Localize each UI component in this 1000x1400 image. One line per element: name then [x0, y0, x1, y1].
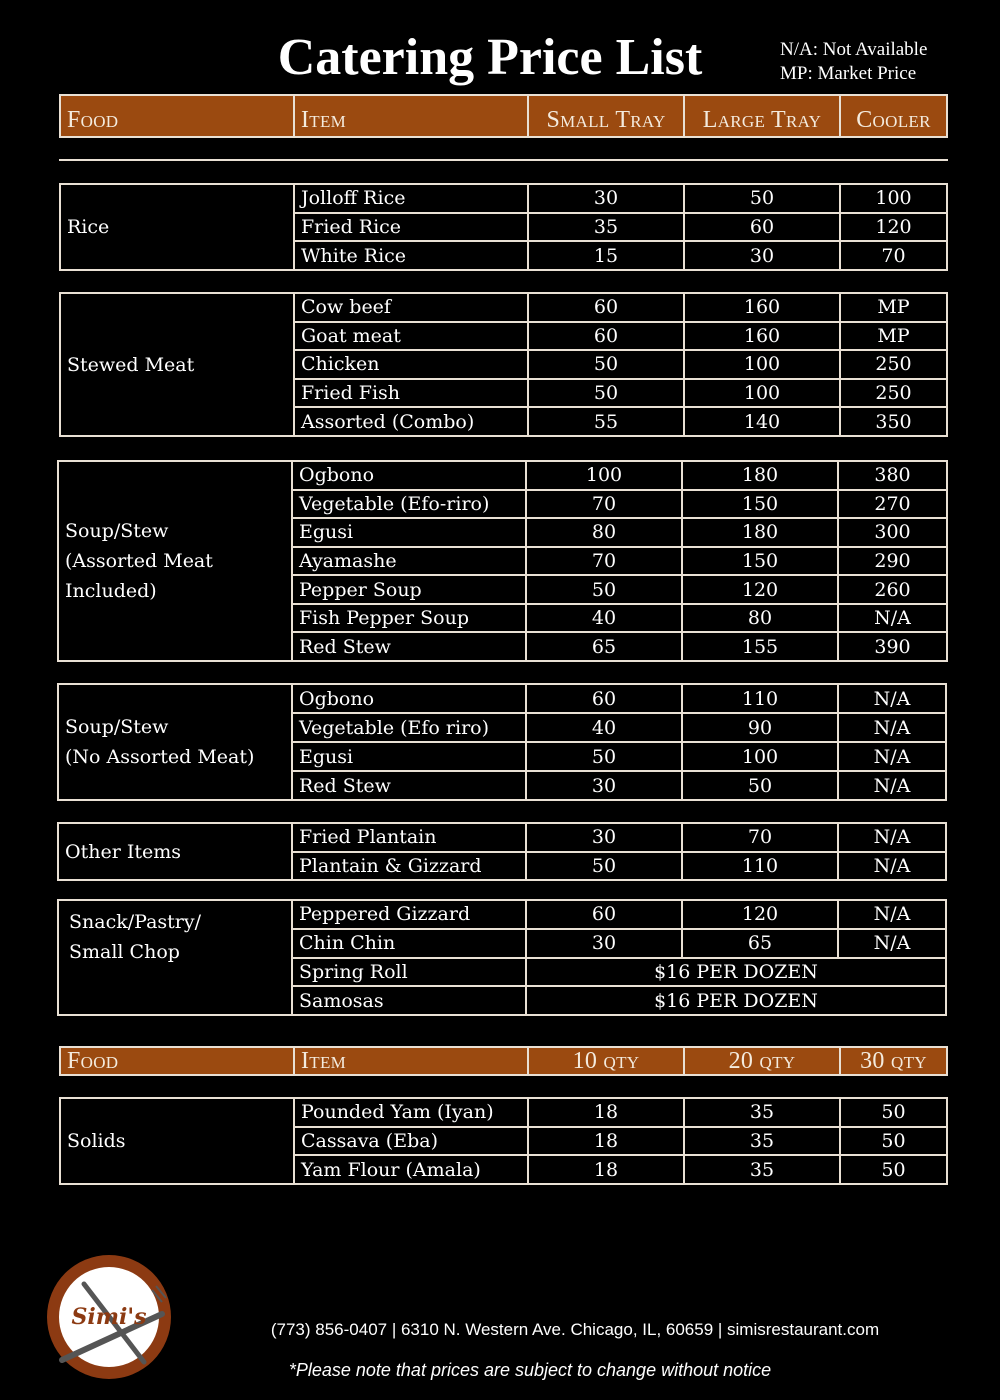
- table-row: [295, 323, 946, 352]
- table-row: [293, 633, 946, 660]
- price-small: 15: [529, 242, 685, 269]
- price-cooler: N/A: [873, 745, 911, 768]
- table-row: [293, 743, 945, 772]
- table-row: [293, 901, 945, 930]
- price-small: 18: [529, 1128, 685, 1155]
- category-label: Snack/Pastry/ Small Chop: [59, 901, 293, 1014]
- item-name: Plantain & Gizzard: [293, 853, 527, 880]
- price-cooler: 390: [874, 635, 911, 658]
- price-small: 50: [529, 351, 685, 378]
- price-small: 18: [529, 1099, 685, 1126]
- price-small: 60: [527, 901, 683, 928]
- price-small: 35: [529, 214, 685, 241]
- category-label: Solids: [61, 1099, 295, 1183]
- table-row: [293, 605, 946, 634]
- header-item: Item: [295, 1048, 529, 1075]
- item-name: Ogbono: [293, 685, 527, 712]
- category-label: Other Items: [59, 824, 293, 879]
- price-large: 35: [685, 1099, 841, 1126]
- legend-na: N/A: Not Available: [780, 39, 928, 60]
- price-cooler: N/A: [873, 932, 911, 955]
- header-large-tray: Large Tray: [685, 96, 841, 136]
- item-name: Chin Chin: [293, 930, 527, 957]
- price-cooler: 300: [874, 521, 911, 544]
- table-row: [295, 351, 946, 380]
- price-small: 55: [529, 408, 685, 435]
- footer-contact: (773) 856-0407 | 6310 N. Western Ave. Chicago, IL, 60659 | simisrestaurant.com: [270, 1320, 880, 1339]
- item-name: Jolloff Rice: [295, 185, 529, 212]
- page-title: Catering Price List: [277, 29, 703, 86]
- price-small: 100: [527, 462, 683, 489]
- category-group: [59, 183, 948, 271]
- header-food: Food: [61, 96, 295, 136]
- price-cooler: MP: [877, 324, 910, 347]
- item-name: Samosas: [293, 987, 527, 1014]
- price-large: 110: [683, 685, 839, 712]
- price-cooler: 250: [875, 353, 912, 376]
- item-name: Fried Rice: [295, 214, 529, 241]
- header-cooler: Cooler: [856, 107, 931, 133]
- price-large: 100: [685, 380, 841, 407]
- legend: [780, 38, 927, 86]
- category-group: [57, 460, 948, 662]
- item-name: Pepper Soup: [293, 576, 527, 603]
- price-large: 160: [685, 323, 841, 350]
- price-cooler: 290: [874, 550, 911, 573]
- table-row: [295, 1128, 946, 1157]
- price-large: 100: [683, 743, 839, 770]
- legend-mp: MP: Market Price: [780, 63, 917, 84]
- category-group: [57, 822, 947, 881]
- item-name: Egusi: [293, 519, 527, 546]
- price-cooler: N/A: [873, 687, 911, 710]
- item-name: Red Stew: [293, 772, 527, 799]
- item-name: Yam Flour (Amala): [295, 1156, 529, 1183]
- table-row: [295, 242, 946, 269]
- price-note: *Please note that prices are subject to change without notice: [288, 1360, 772, 1380]
- price-cooler: 120: [875, 216, 912, 238]
- item-name: Goat meat: [295, 323, 529, 350]
- item-name: Cassava (Eba): [295, 1128, 529, 1155]
- price-small: 50: [529, 380, 685, 407]
- price-cooler: 270: [874, 492, 911, 515]
- item-name: White Rice: [295, 242, 529, 269]
- table-row: [293, 519, 946, 548]
- table-row: [295, 408, 946, 435]
- price-large: 140: [685, 408, 841, 435]
- price-large: 60: [685, 214, 841, 241]
- price-large: 160: [685, 294, 841, 321]
- table-row: [293, 462, 946, 491]
- category-group: [59, 292, 948, 437]
- category-label: Soup/Stew (Assorted Meat Included): [59, 462, 293, 660]
- price-cooler: 50: [881, 1101, 906, 1124]
- price-small: 30: [529, 185, 685, 212]
- item-name: Vegetable (Efo-riro): [293, 491, 527, 518]
- table-row: [295, 294, 946, 323]
- item-name: Red Stew: [293, 633, 527, 660]
- price-large: 35: [685, 1128, 841, 1155]
- table-header-qty: [59, 1046, 948, 1076]
- item-name: Egusi: [293, 743, 527, 770]
- price-small: 30: [527, 930, 683, 957]
- price-large: 35: [685, 1156, 841, 1183]
- price-large: 50: [685, 185, 841, 212]
- price-small: 70: [527, 491, 683, 518]
- item-name: Pounded Yam (Iyan): [295, 1099, 529, 1126]
- price-large: 50: [683, 772, 839, 799]
- price-small: 60: [529, 323, 685, 350]
- price-small: 40: [527, 714, 683, 741]
- header-divider: [59, 159, 948, 161]
- table-row: [295, 185, 946, 214]
- price-large: 70: [683, 824, 839, 851]
- price-large: 80: [683, 605, 839, 632]
- table-row: [293, 576, 946, 605]
- price-cooler: N/A: [873, 826, 911, 849]
- category-label: Soup/Stew (No Assorted Meat): [59, 685, 293, 799]
- category-label: Rice: [61, 185, 295, 269]
- table-row: [295, 214, 946, 243]
- price-small: 60: [527, 685, 683, 712]
- price-large: 30: [685, 242, 841, 269]
- price-cooler: 260: [874, 578, 911, 601]
- price-large: 65: [683, 930, 839, 957]
- price-small: 50: [527, 743, 683, 770]
- price-large: 120: [683, 576, 839, 603]
- item-name: Fried Fish: [295, 380, 529, 407]
- table-row: [295, 1099, 946, 1128]
- price-small: 50: [527, 576, 683, 603]
- price-large: 155: [683, 633, 839, 660]
- category-group: [57, 683, 947, 801]
- price-large: 100: [685, 351, 841, 378]
- price-cooler: 380: [874, 464, 911, 487]
- header-10-qty: 10 qty: [529, 1048, 685, 1075]
- header-small-tray: Small Tray: [529, 96, 685, 136]
- item-name: Cow beef: [295, 294, 529, 321]
- header-30-qty: 30 qty: [860, 1048, 927, 1074]
- item-name: Chicken: [295, 351, 529, 378]
- category-label: Stewed Meat: [61, 294, 295, 435]
- price-large: 180: [683, 462, 839, 489]
- table-row: [293, 930, 945, 959]
- price-large: 180: [683, 519, 839, 546]
- table-row: [293, 714, 945, 743]
- price-small: 60: [529, 294, 685, 321]
- header-20-qty: 20 qty: [685, 1048, 841, 1075]
- price-cooler: 50: [881, 1158, 906, 1181]
- price-cooler: MP: [877, 296, 910, 319]
- table-row: [295, 1156, 946, 1183]
- item-name: Ayamashe: [293, 548, 527, 575]
- price-large: 150: [683, 491, 839, 518]
- item-name: Peppered Gizzard: [293, 901, 527, 928]
- price-small: 65: [527, 633, 683, 660]
- price-small: 80: [527, 519, 683, 546]
- item-name: Fried Plantain: [293, 824, 527, 851]
- price-small: 70: [527, 548, 683, 575]
- price-small: 40: [527, 605, 683, 632]
- price-small: 18: [529, 1156, 685, 1183]
- price-per-dozen: $16 PER DOZEN: [654, 989, 818, 1012]
- price-cooler: 350: [875, 410, 912, 433]
- price-cooler: 100: [875, 187, 912, 210]
- price-large: 120: [683, 901, 839, 928]
- item-name: Ogbono: [293, 462, 527, 489]
- price-cooler: 250: [875, 382, 912, 405]
- table-row: [295, 380, 946, 409]
- table-header: [59, 94, 948, 138]
- price-cooler: N/A: [873, 854, 911, 877]
- price-cooler: N/A: [873, 774, 911, 797]
- price-small: 30: [527, 824, 683, 851]
- table-row: [293, 987, 945, 1014]
- item-name: Vegetable (Efo riro): [293, 714, 527, 741]
- price-per-dozen: $16 PER DOZEN: [654, 960, 818, 983]
- price-large: 90: [683, 714, 839, 741]
- item-name: Assorted (Combo): [295, 408, 529, 435]
- table-row: [293, 824, 945, 853]
- table-row: [293, 853, 945, 880]
- price-cooler: 50: [881, 1130, 906, 1152]
- item-name: Spring Roll: [293, 959, 527, 986]
- table-row: [293, 491, 946, 520]
- price-cooler: N/A: [874, 607, 911, 630]
- item-name: Fish Pepper Soup: [293, 605, 527, 632]
- price-small: 50: [527, 853, 683, 880]
- price-cooler: N/A: [873, 716, 911, 739]
- header-item: Item: [295, 96, 529, 136]
- table-row: [293, 959, 945, 988]
- price-small: 30: [527, 772, 683, 799]
- price-cooler: N/A: [873, 903, 911, 926]
- table-row: [293, 772, 945, 799]
- category-group: [57, 899, 947, 1016]
- table-row: [293, 548, 946, 577]
- table-row: [293, 685, 945, 714]
- header-food: Food: [61, 1048, 295, 1075]
- price-cooler: 70: [881, 244, 906, 267]
- category-group: [59, 1097, 948, 1185]
- price-large: 150: [683, 548, 839, 575]
- price-large: 110: [683, 853, 839, 880]
- logo-text: Simi's: [71, 1304, 147, 1330]
